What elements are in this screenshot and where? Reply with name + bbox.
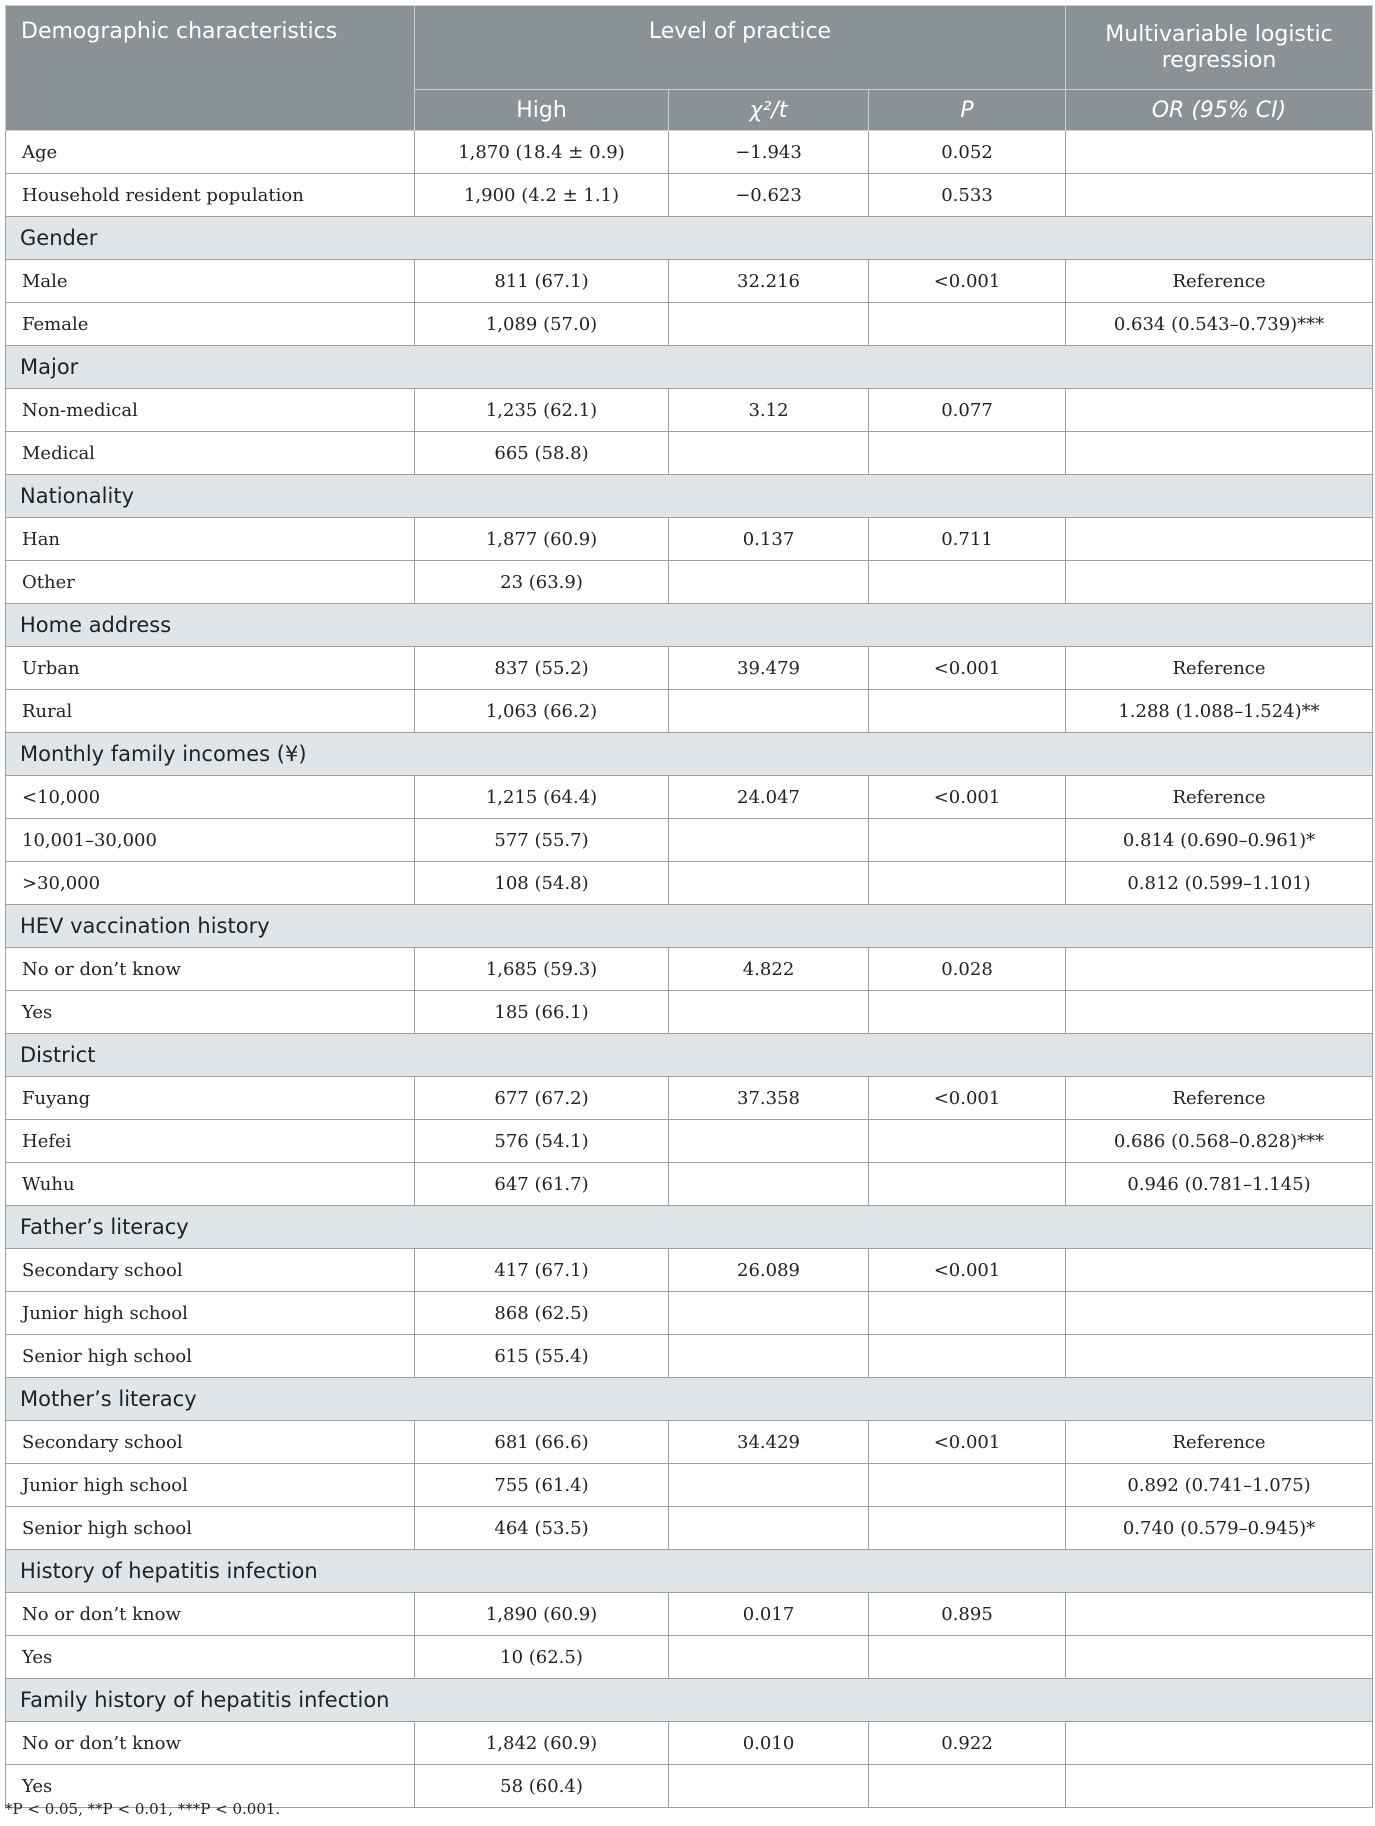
cell-chi-square bbox=[669, 862, 869, 905]
row-label: Age bbox=[6, 131, 415, 174]
cell-p-value: 0.533 bbox=[869, 174, 1066, 217]
cell-high: 58 (60.4) bbox=[415, 1765, 669, 1808]
cell-high: 837 (55.2) bbox=[415, 647, 669, 690]
cell-odds-ratio bbox=[1066, 1593, 1373, 1636]
cell-odds-ratio: 0.946 (0.781–1.145) bbox=[1066, 1163, 1373, 1206]
group-label: Monthly family incomes (¥) bbox=[6, 733, 1373, 776]
table-row bbox=[6, 776, 1373, 819]
cell-high: 1,685 (59.3) bbox=[415, 948, 669, 991]
cell-p-value: 0.711 bbox=[869, 518, 1066, 561]
cell-high: 185 (66.1) bbox=[415, 991, 669, 1034]
table-row bbox=[6, 862, 1373, 905]
cell-odds-ratio bbox=[1066, 518, 1373, 561]
cell-odds-ratio: 0.686 (0.568–0.828)*** bbox=[1066, 1120, 1373, 1163]
table-row bbox=[6, 389, 1373, 432]
cell-p-value bbox=[869, 1507, 1066, 1550]
group-header-row bbox=[6, 905, 1373, 948]
cell-high: 811 (67.1) bbox=[415, 260, 669, 303]
cell-high: 681 (66.6) bbox=[415, 1421, 669, 1464]
cell-chi-square bbox=[669, 1464, 869, 1507]
group-header-row bbox=[6, 475, 1373, 518]
table-row bbox=[6, 991, 1373, 1034]
cell-odds-ratio: Reference bbox=[1066, 776, 1373, 819]
cell-odds-ratio bbox=[1066, 948, 1373, 991]
cell-chi-square: 26.089 bbox=[669, 1249, 869, 1292]
cell-p-value bbox=[869, 1163, 1066, 1206]
cell-p-value: <0.001 bbox=[869, 647, 1066, 690]
cell-p-value bbox=[869, 1765, 1066, 1808]
cell-odds-ratio bbox=[1066, 1722, 1373, 1765]
cell-chi-square bbox=[669, 1163, 869, 1206]
row-label: Urban bbox=[6, 647, 415, 690]
table-row bbox=[6, 1593, 1373, 1636]
table-row bbox=[6, 518, 1373, 561]
group-label: HEV vaccination history bbox=[6, 905, 1373, 948]
cell-high: 464 (53.5) bbox=[415, 1507, 669, 1550]
cell-odds-ratio bbox=[1066, 174, 1373, 217]
table-row bbox=[6, 432, 1373, 475]
cell-chi-square: 0.017 bbox=[669, 1593, 869, 1636]
cell-high: 23 (63.9) bbox=[415, 561, 669, 604]
cell-p-value bbox=[869, 991, 1066, 1034]
group-label: History of hepatitis infection bbox=[6, 1550, 1373, 1593]
table-row bbox=[6, 1507, 1373, 1550]
cell-odds-ratio: Reference bbox=[1066, 260, 1373, 303]
cell-high: 868 (62.5) bbox=[415, 1292, 669, 1335]
table-row bbox=[6, 1464, 1373, 1507]
row-label: >30,000 bbox=[6, 862, 415, 905]
group-header-row bbox=[6, 1679, 1373, 1722]
cell-odds-ratio bbox=[1066, 1636, 1373, 1679]
cell-chi-square: −0.623 bbox=[669, 174, 869, 217]
cell-high: 10 (62.5) bbox=[415, 1636, 669, 1679]
row-label: Senior high school bbox=[6, 1507, 415, 1550]
cell-p-value: <0.001 bbox=[869, 1421, 1066, 1464]
row-label: Yes bbox=[6, 1765, 415, 1808]
cell-chi-square: 34.429 bbox=[669, 1421, 869, 1464]
cell-high: 1,842 (60.9) bbox=[415, 1722, 669, 1765]
cell-p-value bbox=[869, 690, 1066, 733]
cell-high: 665 (58.8) bbox=[415, 432, 669, 475]
table-row bbox=[6, 174, 1373, 217]
cell-high: 1,900 (4.2 ± 1.1) bbox=[415, 174, 669, 217]
table-row bbox=[6, 1077, 1373, 1120]
cell-chi-square: 37.358 bbox=[669, 1077, 869, 1120]
row-label: Medical bbox=[6, 432, 415, 475]
row-label: Senior high school bbox=[6, 1335, 415, 1378]
group-header-row bbox=[6, 1206, 1373, 1249]
cell-p-value bbox=[869, 561, 1066, 604]
row-label: Han bbox=[6, 518, 415, 561]
group-header-row bbox=[6, 1550, 1373, 1593]
cell-chi-square: 4.822 bbox=[669, 948, 869, 991]
cell-high: 1,063 (66.2) bbox=[415, 690, 669, 733]
group-header-row bbox=[6, 346, 1373, 389]
group-label: Home address bbox=[6, 604, 1373, 647]
group-header-row bbox=[6, 1378, 1373, 1421]
cell-p-value bbox=[869, 1120, 1066, 1163]
cell-odds-ratio: 0.892 (0.741–1.075) bbox=[1066, 1464, 1373, 1507]
cell-chi-square bbox=[669, 1507, 869, 1550]
cell-p-value bbox=[869, 1292, 1066, 1335]
cell-high: 1,215 (64.4) bbox=[415, 776, 669, 819]
cell-p-value bbox=[869, 819, 1066, 862]
cell-chi-square bbox=[669, 1120, 869, 1163]
row-label: <10,000 bbox=[6, 776, 415, 819]
table-header bbox=[6, 6, 1373, 131]
cell-odds-ratio: 0.814 (0.690–0.961)* bbox=[1066, 819, 1373, 862]
table-row bbox=[6, 819, 1373, 862]
results-table bbox=[5, 5, 1373, 1808]
table-row bbox=[6, 948, 1373, 991]
cell-p-value bbox=[869, 1464, 1066, 1507]
table-row bbox=[6, 1163, 1373, 1206]
group-header-row bbox=[6, 604, 1373, 647]
cell-odds-ratio: Reference bbox=[1066, 647, 1373, 690]
cell-p-value: 0.922 bbox=[869, 1722, 1066, 1765]
group-header-row bbox=[6, 217, 1373, 260]
cell-p-value: <0.001 bbox=[869, 776, 1066, 819]
cell-high: 1,089 (57.0) bbox=[415, 303, 669, 346]
cell-p-value: <0.001 bbox=[869, 260, 1066, 303]
cell-high: 417 (67.1) bbox=[415, 1249, 669, 1292]
cell-chi-square bbox=[669, 303, 869, 346]
table-row bbox=[6, 1722, 1373, 1765]
group-label: Major bbox=[6, 346, 1373, 389]
header-high: High bbox=[415, 90, 669, 131]
cell-chi-square bbox=[669, 1335, 869, 1378]
cell-chi-square: 39.479 bbox=[669, 647, 869, 690]
cell-p-value: 0.028 bbox=[869, 948, 1066, 991]
cell-chi-square bbox=[669, 991, 869, 1034]
row-label: Male bbox=[6, 260, 415, 303]
row-label: Junior high school bbox=[6, 1292, 415, 1335]
row-label: Fuyang bbox=[6, 1077, 415, 1120]
cell-chi-square bbox=[669, 1636, 869, 1679]
cell-high: 677 (67.2) bbox=[415, 1077, 669, 1120]
cell-p-value: <0.001 bbox=[869, 1077, 1066, 1120]
cell-chi-square: 3.12 bbox=[669, 389, 869, 432]
table-row bbox=[6, 561, 1373, 604]
cell-chi-square: 0.010 bbox=[669, 1722, 869, 1765]
table-row bbox=[6, 690, 1373, 733]
cell-p-value bbox=[869, 303, 1066, 346]
table-body bbox=[6, 131, 1373, 1808]
cell-chi-square bbox=[669, 432, 869, 475]
row-label: Yes bbox=[6, 991, 415, 1034]
cell-high: 108 (54.8) bbox=[415, 862, 669, 905]
row-label: No or don’t know bbox=[6, 1593, 415, 1636]
row-label: Wuhu bbox=[6, 1163, 415, 1206]
cell-high: 1,877 (60.9) bbox=[415, 518, 669, 561]
cell-odds-ratio: 0.634 (0.543–0.739)*** bbox=[1066, 303, 1373, 346]
header-chi-square: χ²/t bbox=[669, 90, 869, 131]
cell-chi-square bbox=[669, 1292, 869, 1335]
table-container bbox=[5, 5, 1372, 1808]
cell-odds-ratio bbox=[1066, 1292, 1373, 1335]
cell-odds-ratio bbox=[1066, 1249, 1373, 1292]
cell-high: 755 (61.4) bbox=[415, 1464, 669, 1507]
group-header-row bbox=[6, 733, 1373, 776]
group-label: District bbox=[6, 1034, 1373, 1077]
table-row bbox=[6, 131, 1373, 174]
table-row bbox=[6, 1120, 1373, 1163]
header-or-ci: OR (95% CI) bbox=[1066, 90, 1373, 131]
header-level-of-practice: Level of practice bbox=[415, 6, 1066, 90]
cell-odds-ratio bbox=[1066, 432, 1373, 475]
cell-high: 576 (54.1) bbox=[415, 1120, 669, 1163]
cell-p-value bbox=[869, 862, 1066, 905]
header-logistic-regression: Multivariable logistic regression bbox=[1066, 6, 1373, 90]
table-row bbox=[6, 303, 1373, 346]
table-row bbox=[6, 1249, 1373, 1292]
row-label: Secondary school bbox=[6, 1249, 415, 1292]
cell-p-value: 0.077 bbox=[869, 389, 1066, 432]
cell-odds-ratio: Reference bbox=[1066, 1077, 1373, 1120]
cell-chi-square bbox=[669, 690, 869, 733]
cell-chi-square: −1.943 bbox=[669, 131, 869, 174]
cell-high: 615 (55.4) bbox=[415, 1335, 669, 1378]
row-label: Non-medical bbox=[6, 389, 415, 432]
group-label: Mother’s literacy bbox=[6, 1378, 1373, 1421]
row-label: No or don’t know bbox=[6, 1722, 415, 1765]
row-label: 10,001–30,000 bbox=[6, 819, 415, 862]
group-label: Nationality bbox=[6, 475, 1373, 518]
cell-odds-ratio bbox=[1066, 389, 1373, 432]
cell-p-value bbox=[869, 432, 1066, 475]
cell-odds-ratio bbox=[1066, 131, 1373, 174]
cell-p-value bbox=[869, 1636, 1066, 1679]
cell-chi-square: 32.216 bbox=[669, 260, 869, 303]
cell-high: 1,870 (18.4 ± 0.9) bbox=[415, 131, 669, 174]
row-label: Secondary school bbox=[6, 1421, 415, 1464]
cell-odds-ratio bbox=[1066, 1765, 1373, 1808]
cell-odds-ratio bbox=[1066, 1335, 1373, 1378]
group-label: Family history of hepatitis infection bbox=[6, 1679, 1373, 1722]
table-row bbox=[6, 1292, 1373, 1335]
row-label: Other bbox=[6, 561, 415, 604]
cell-odds-ratio: 0.740 (0.579–0.945)* bbox=[1066, 1507, 1373, 1550]
row-label: Hefei bbox=[6, 1120, 415, 1163]
cell-chi-square bbox=[669, 561, 869, 604]
row-label: Female bbox=[6, 303, 415, 346]
cell-chi-square bbox=[669, 1765, 869, 1808]
cell-high: 1,890 (60.9) bbox=[415, 1593, 669, 1636]
cell-odds-ratio: Reference bbox=[1066, 1421, 1373, 1464]
row-label: Junior high school bbox=[6, 1464, 415, 1507]
footnote: *P < 0.05, **P < 0.01, ***P < 0.001. bbox=[5, 1800, 281, 1818]
group-header-row bbox=[6, 1034, 1373, 1077]
table-row bbox=[6, 260, 1373, 303]
table-row bbox=[6, 1421, 1373, 1464]
cell-chi-square: 0.137 bbox=[669, 518, 869, 561]
group-label: Gender bbox=[6, 217, 1373, 260]
cell-high: 1,235 (62.1) bbox=[415, 389, 669, 432]
row-label: Yes bbox=[6, 1636, 415, 1679]
cell-p-value: 0.052 bbox=[869, 131, 1066, 174]
cell-p-value: <0.001 bbox=[869, 1249, 1066, 1292]
row-label: Household resident population bbox=[6, 174, 415, 217]
cell-high: 647 (61.7) bbox=[415, 1163, 669, 1206]
table-row bbox=[6, 647, 1373, 690]
row-label: No or don’t know bbox=[6, 948, 415, 991]
header-p: P bbox=[869, 90, 1066, 131]
cell-odds-ratio: 0.812 (0.599–1.101) bbox=[1066, 862, 1373, 905]
cell-p-value bbox=[869, 1335, 1066, 1378]
header-demographic: Demographic characteristics bbox=[6, 6, 415, 131]
cell-high: 577 (55.7) bbox=[415, 819, 669, 862]
table-row bbox=[6, 1335, 1373, 1378]
table-row bbox=[6, 1636, 1373, 1679]
group-label: Father’s literacy bbox=[6, 1206, 1373, 1249]
cell-odds-ratio bbox=[1066, 561, 1373, 604]
cell-chi-square: 24.047 bbox=[669, 776, 869, 819]
row-label: Rural bbox=[6, 690, 415, 733]
cell-odds-ratio bbox=[1066, 991, 1373, 1034]
cell-chi-square bbox=[669, 819, 869, 862]
cell-p-value: 0.895 bbox=[869, 1593, 1066, 1636]
cell-odds-ratio: 1.288 (1.088–1.524)** bbox=[1066, 690, 1373, 733]
